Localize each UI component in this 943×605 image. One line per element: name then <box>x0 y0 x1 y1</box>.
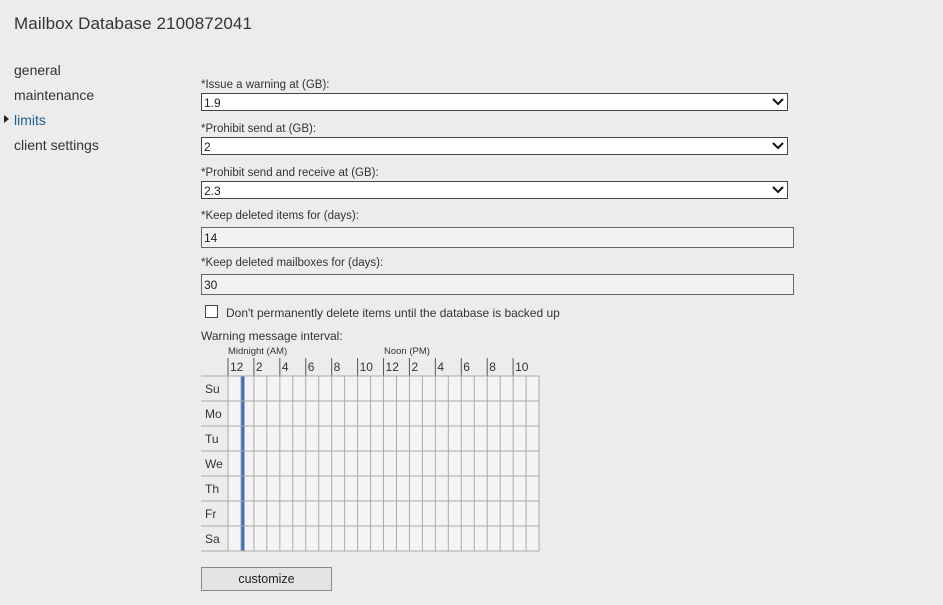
dont-delete-label: Don't permanently delete items until the database is backed up <box>226 306 560 320</box>
hour-label: 12 <box>230 360 244 374</box>
am-label: Midnight (AM) <box>228 346 288 357</box>
hour-label: 4 <box>437 360 445 374</box>
chevron-down-icon <box>771 95 785 109</box>
warning-label: *Issue a warning at (GB): <box>201 79 330 91</box>
hour-label: 8 <box>489 360 496 374</box>
day-label: Su <box>205 382 220 396</box>
day-label: Sa <box>205 532 220 546</box>
schedule-grid[interactable] <box>201 358 543 552</box>
interval-label: Warning message interval: <box>201 329 343 343</box>
keep-mailboxes-input[interactable]: 30 <box>201 274 794 295</box>
keep-mailboxes-label: *Keep deleted mailboxes for (days): <box>201 257 384 269</box>
prohibit-send-value: 2 <box>204 140 211 154</box>
day-label: We <box>205 457 223 471</box>
selected-arrow-icon <box>4 115 9 123</box>
warning-select[interactable] <box>201 93 788 111</box>
pm-label: Noon (PM) <box>384 346 430 357</box>
keep-items-label: *Keep deleted items for (days): <box>201 210 359 222</box>
nav-item-general[interactable]: general <box>14 62 61 78</box>
hour-label: 6 <box>307 360 315 374</box>
nav-item-client-settings[interactable]: client settings <box>14 137 99 153</box>
hour-label: 2 <box>411 360 419 374</box>
nav-item-maintenance[interactable]: maintenance <box>14 87 95 103</box>
chevron-down-icon <box>771 183 785 197</box>
day-label: Th <box>205 482 220 496</box>
keep-items-input[interactable]: 14 <box>201 227 794 248</box>
chevron-down-icon <box>771 139 785 153</box>
hour-label: 12 <box>385 360 399 374</box>
prohibit-send-select[interactable] <box>201 137 788 155</box>
dont-delete-checkbox[interactable] <box>205 305 218 318</box>
prohibit-send-receive-label: *Prohibit send and receive at (GB): <box>201 167 379 179</box>
hour-label: 8 <box>333 360 341 374</box>
hour-label: 10 <box>515 360 529 374</box>
day-label: Tu <box>205 432 219 446</box>
nav-item-label: limits <box>14 112 46 128</box>
day-label: Fr <box>205 507 217 521</box>
nav-item-limits[interactable] <box>14 111 99 136</box>
day-label: Mo <box>205 407 222 421</box>
hour-label: 4 <box>281 360 289 374</box>
page-title: Mailbox Database 2100872041 <box>14 14 253 33</box>
prohibit-send-receive-value: 2.3 <box>204 184 221 198</box>
left-nav <box>14 61 99 161</box>
hour-label: 2 <box>255 360 263 374</box>
hour-label: 10 <box>359 360 373 374</box>
selected-interval-bar <box>241 376 245 551</box>
prohibit-send-label: *Prohibit send at (GB): <box>201 123 317 135</box>
warning-value: 1.9 <box>204 96 221 110</box>
customize-button[interactable]: customize <box>201 567 332 591</box>
prohibit-send-receive-select[interactable] <box>201 181 788 199</box>
hour-label: 6 <box>463 360 470 374</box>
